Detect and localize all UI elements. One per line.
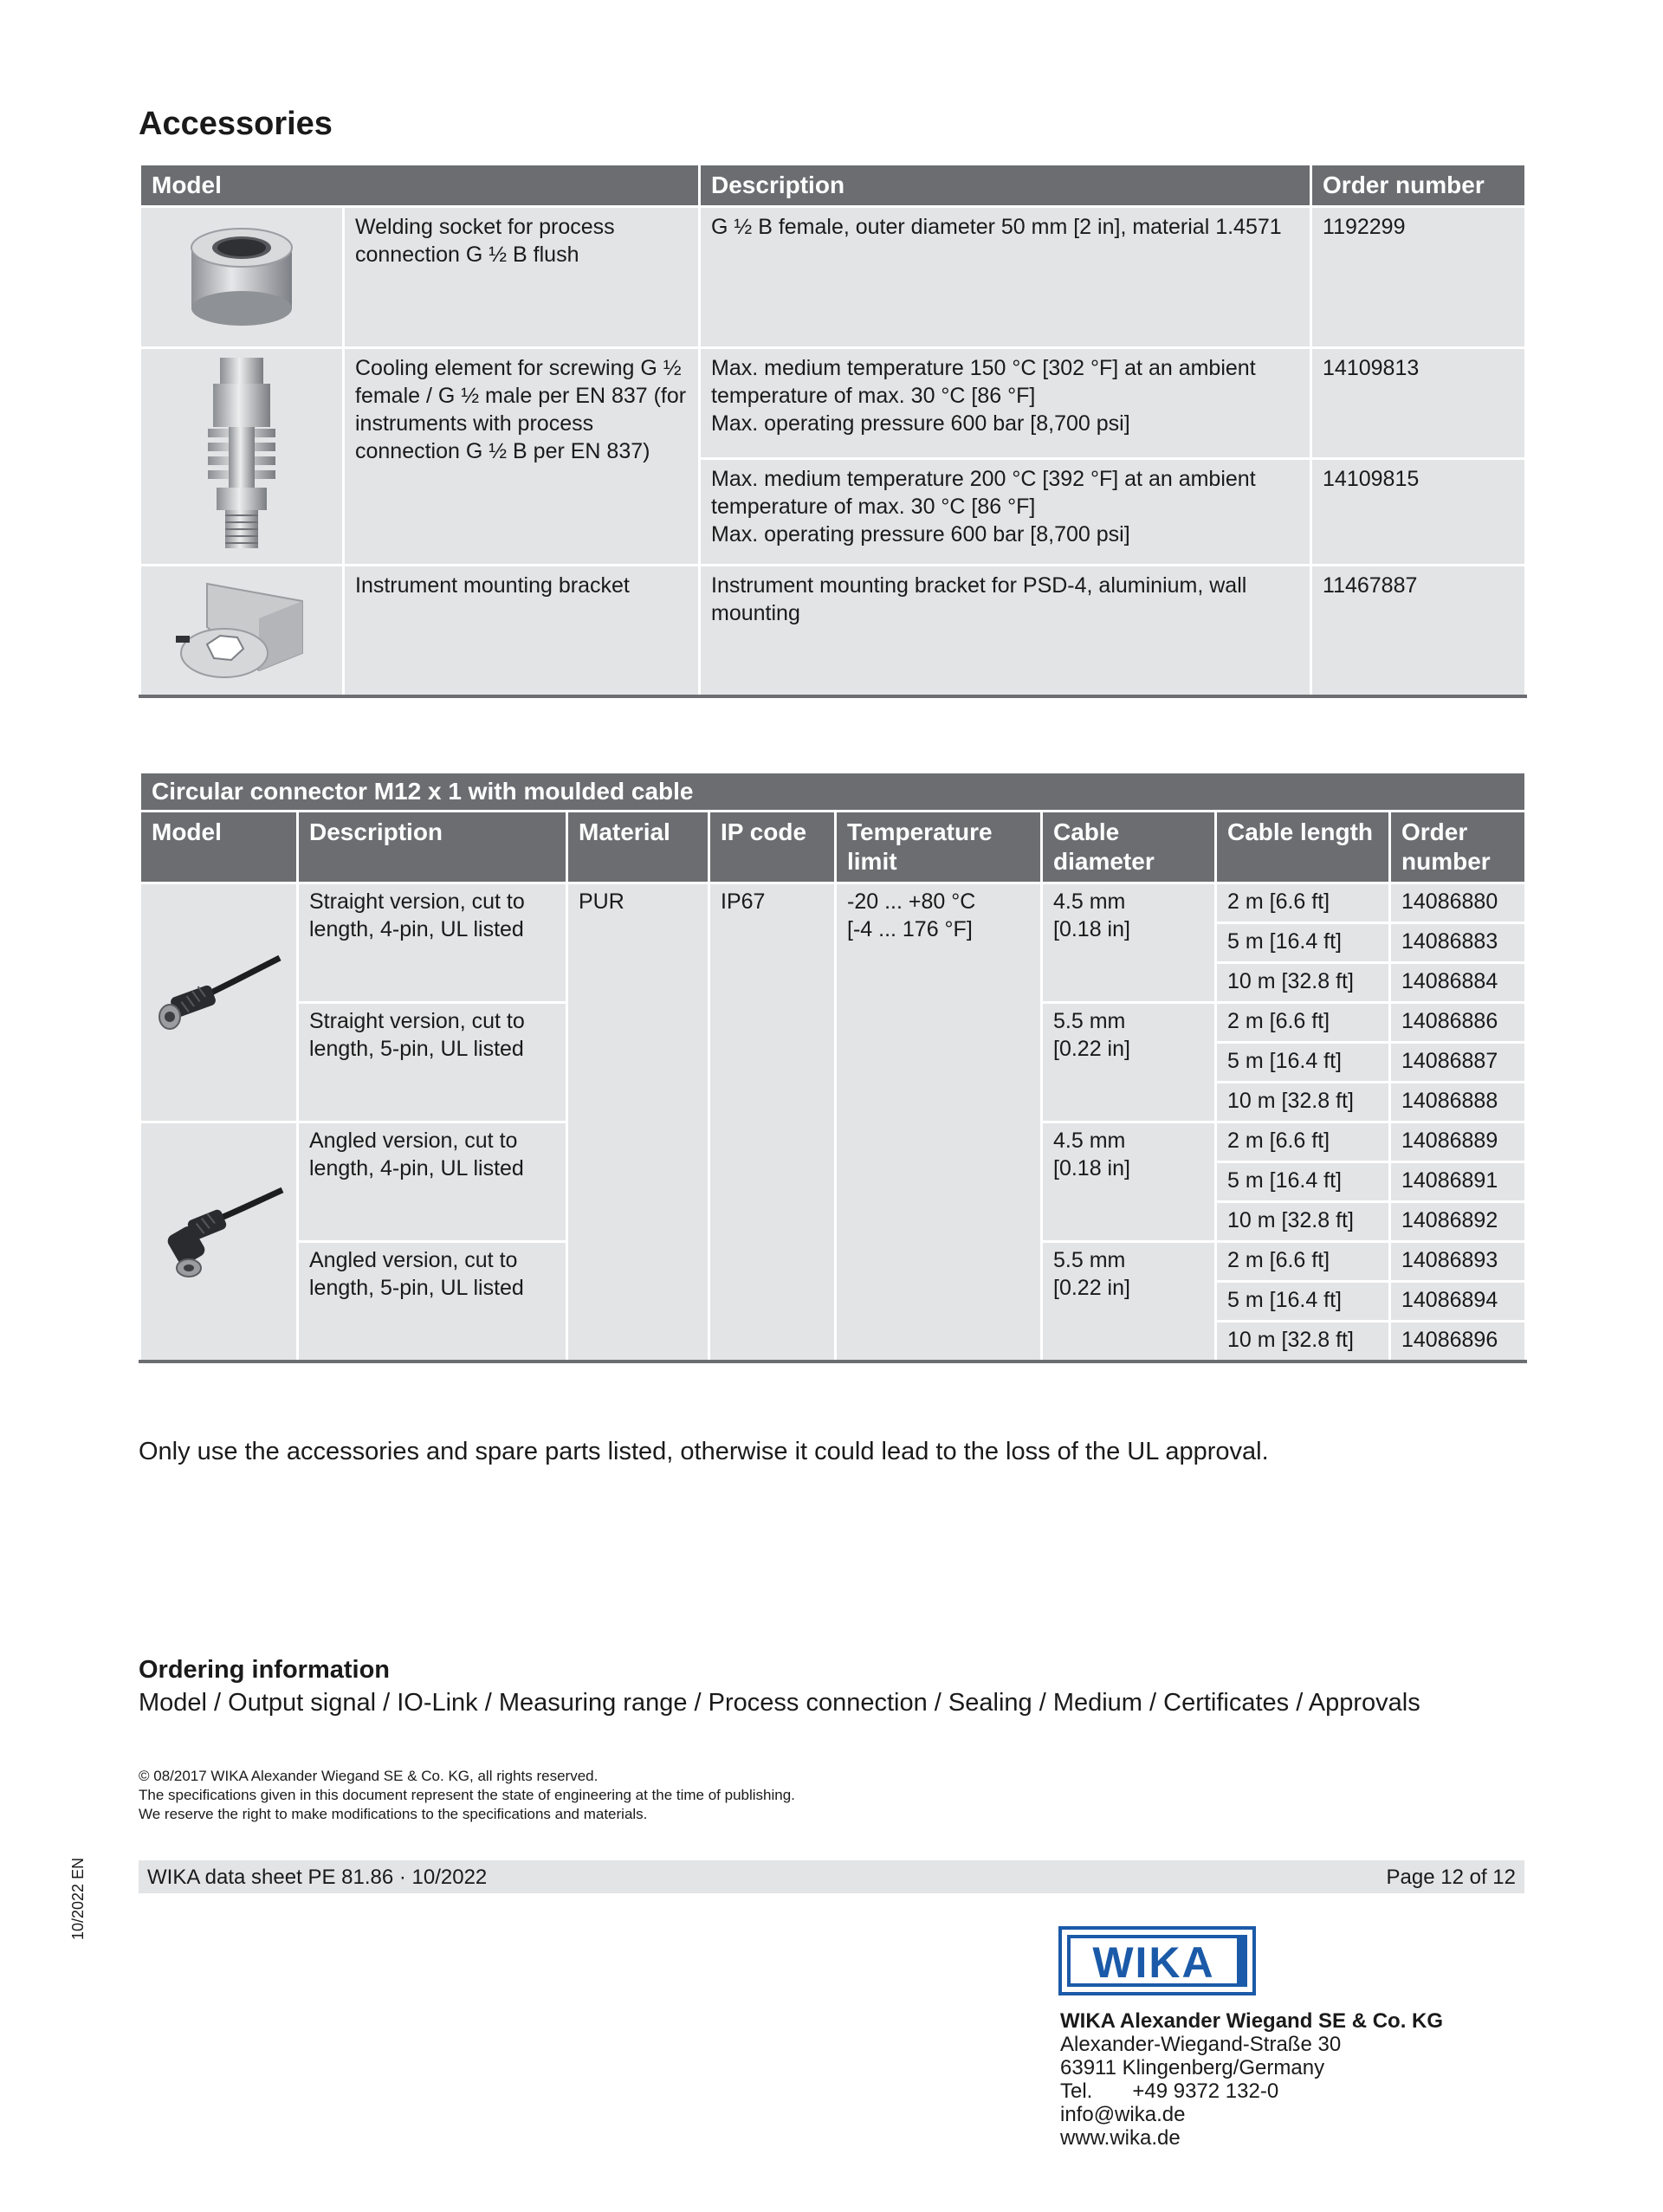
logo-text: WIKA — [1092, 1938, 1215, 1987]
accessories-title: Accessories — [139, 106, 333, 142]
diameter-line: [0.22 in] — [1053, 1276, 1130, 1300]
connector-description: Angled version, cut to length, 5-pin, UL listed — [298, 1242, 567, 1361]
connector-description: Angled version, cut to length, 4-pin, UL listed — [298, 1122, 567, 1242]
order-cooling-element-a: 14109813 — [1311, 348, 1526, 459]
datasheet-reference: WIKA data sheet PE 81.86 · 10/2022 — [147, 1866, 488, 1889]
order-welding-socket: 1192299 — [1311, 207, 1526, 348]
header-cable-length: Cable length — [1216, 812, 1390, 883]
order-mounting-bracket: 11467887 — [1311, 566, 1526, 697]
connector-temperature-limit — [836, 883, 1042, 1361]
diameter-line: 4.5 mm — [1053, 889, 1126, 914]
temperature-line: -20 ... +80 °C — [847, 889, 976, 914]
legal-line: The specifications given in this document represent the state of engineering at the time of publishing. — [139, 1787, 795, 1803]
connector-material: PUR — [567, 883, 709, 1361]
diameter-line: 4.5 mm — [1053, 1129, 1126, 1153]
ordering-title: Ordering information — [139, 1656, 390, 1684]
cable-length: 5 m [16.4 ft] — [1216, 1043, 1390, 1083]
straight-connector-icon — [154, 948, 284, 1051]
order-cooling-element-b: 14109815 — [1311, 458, 1526, 566]
table-row — [140, 566, 1526, 697]
cable-length: 10 m [32.8 ft] — [1216, 1202, 1390, 1242]
cable-length: 5 m [16.4 ft] — [1216, 1282, 1390, 1322]
address-city: 63911 Klingenberg/Germany — [1060, 2056, 1325, 2079]
address-email: info@wika.de — [1060, 2103, 1186, 2126]
order-number: 14086883 — [1390, 923, 1526, 963]
order-number: 14086884 — [1390, 963, 1526, 1003]
connector-cable-diameter — [1042, 1122, 1216, 1242]
welding-socket-image — [140, 207, 344, 348]
connector-cable-diameter — [1042, 883, 1216, 1003]
ordering-text: Model / Output signal / IO-Link / Measuring range / Process connection / Sealing / Medium / Certificates / Approvals — [139, 1689, 1420, 1717]
accessories-table — [139, 163, 1527, 698]
straight-connector-image — [140, 883, 298, 1122]
order-number: 14086891 — [1390, 1162, 1526, 1202]
diameter-line: [0.18 in] — [1053, 1156, 1130, 1180]
phone-number: +49 9372 132-0 — [1132, 2079, 1279, 2103]
connector-header-row — [140, 812, 1526, 883]
cable-length: 5 m [16.4 ft] — [1216, 923, 1390, 963]
description-mounting-bracket: Instrument mounting bracket for PSD-4, aluminium, wall mounting — [700, 566, 1311, 697]
description-cooling-element-a — [700, 348, 1311, 459]
header-model: Model — [140, 812, 298, 883]
diameter-line: 5.5 mm — [1053, 1009, 1126, 1033]
order-number: 14086892 — [1390, 1202, 1526, 1242]
angled-connector-icon — [154, 1181, 284, 1294]
welding-socket-icon — [172, 213, 311, 334]
header-description: Description — [700, 165, 1311, 207]
table-row — [140, 883, 1526, 923]
address-web: www.wika.de — [1060, 2126, 1181, 2150]
diameter-line: 5.5 mm — [1053, 1248, 1126, 1272]
table-row — [140, 348, 1526, 459]
phone-label: Tel. — [1060, 2079, 1093, 2103]
connector-caption-row — [140, 773, 1526, 812]
mounting-bracket-image — [140, 566, 344, 697]
legal-line: © 08/2017 WIKA Alexander Wiegand SE & Co. KG, all rights reserved. — [139, 1768, 599, 1784]
cooling-element-icon — [203, 349, 281, 557]
model-welding-socket: Welding socket for process connection G ½ B flush — [344, 207, 700, 348]
order-number: 14086888 — [1390, 1083, 1526, 1122]
header-temperature-limit: Temperature limit — [836, 812, 1042, 883]
connector-table — [139, 771, 1527, 1363]
description-cooling-element-b — [700, 458, 1311, 566]
cable-length: 2 m [6.6 ft] — [1216, 1122, 1390, 1162]
company-address — [1060, 2009, 1443, 2150]
cable-length: 10 m [32.8 ft] — [1216, 963, 1390, 1003]
cable-length: 2 m [6.6 ft] — [1216, 1003, 1390, 1043]
cable-length: 5 m [16.4 ft] — [1216, 1162, 1390, 1202]
connector-description: Straight version, cut to length, 4-pin, UL listed — [298, 883, 567, 1003]
header-description: Description — [298, 812, 567, 883]
cable-length: 2 m [6.6 ft] — [1216, 1242, 1390, 1282]
header-material: Material — [567, 812, 709, 883]
description-welding-socket: G ½ B female, outer diameter 50 mm [2 in], material 1.4571 — [700, 207, 1311, 348]
footer-bar — [139, 1860, 1524, 1893]
wika-logo — [1058, 1926, 1256, 1995]
mounting-bracket-icon — [155, 566, 328, 688]
connector-ip-code: IP67 — [709, 883, 836, 1361]
cooling-element-image — [140, 348, 344, 566]
address-street: Alexander-Wiegand-Straße 30 — [1060, 2033, 1342, 2056]
order-number: 14086893 — [1390, 1242, 1526, 1282]
connector-cable-diameter — [1042, 1242, 1216, 1361]
cable-length: 2 m [6.6 ft] — [1216, 883, 1390, 923]
header-cable-diameter: Cable diameter — [1042, 812, 1216, 883]
temperature-line: [-4 ... 176 °F] — [847, 917, 973, 941]
legal-line: We reserve the right to make modifications to the specifications and materials. — [139, 1806, 648, 1822]
description-line: Max. medium temperature 200 °C [392 °F] at an ambient temperature of max. 30 °C [86 °F] — [711, 466, 1256, 519]
order-number: 14086894 — [1390, 1282, 1526, 1322]
description-line: Max. medium temperature 150 °C [302 °F] at an ambient temperature of max. 30 °C [86 °F] — [711, 356, 1256, 408]
description-line: Max. operating pressure 600 bar [8,700 psi] — [711, 411, 1130, 436]
header-ip-code: IP code — [709, 812, 836, 883]
diameter-line: [0.18 in] — [1053, 917, 1130, 941]
sidebar-date: 10/2022 EN — [69, 1857, 87, 1940]
angled-connector-image — [140, 1122, 298, 1361]
ul-approval-note: Only use the accessories and spare parts listed, otherwise it could lead to the loss of the UL approval. — [139, 1438, 1269, 1465]
model-cooling-element: Cooling element for screwing G ½ female / G ½ male per EN 837 (for instruments with process connection G ½ B per EN 837) — [344, 348, 700, 566]
cable-length: 10 m [32.8 ft] — [1216, 1083, 1390, 1122]
order-number: 14086880 — [1390, 883, 1526, 923]
order-number: 14086889 — [1390, 1122, 1526, 1162]
address-phone — [1060, 2079, 1443, 2103]
accessories-header-row — [140, 165, 1526, 207]
company-name: WIKA Alexander Wiegand SE & Co. KG — [1060, 2009, 1444, 2033]
order-number: 14086896 — [1390, 1322, 1526, 1361]
table-row — [140, 207, 1526, 348]
header-order-number: Order number — [1390, 812, 1526, 883]
order-number: 14086887 — [1390, 1043, 1526, 1083]
header-order-number: Order number — [1311, 165, 1526, 207]
diameter-line: [0.22 in] — [1053, 1037, 1130, 1061]
description-line: Max. operating pressure 600 bar [8,700 psi] — [711, 521, 1130, 547]
connector-cable-diameter — [1042, 1003, 1216, 1122]
header-model: Model — [140, 165, 700, 207]
page-number: Page 12 of 12 — [1386, 1866, 1516, 1889]
model-mounting-bracket: Instrument mounting bracket — [344, 566, 700, 697]
legal-notice — [139, 1767, 795, 1824]
cable-length: 10 m [32.8 ft] — [1216, 1322, 1390, 1361]
connector-description: Straight version, cut to length, 5-pin, UL listed — [298, 1003, 567, 1122]
connector-caption: Circular connector M12 x 1 with moulded cable — [140, 773, 1526, 812]
order-number: 14086886 — [1390, 1003, 1526, 1043]
